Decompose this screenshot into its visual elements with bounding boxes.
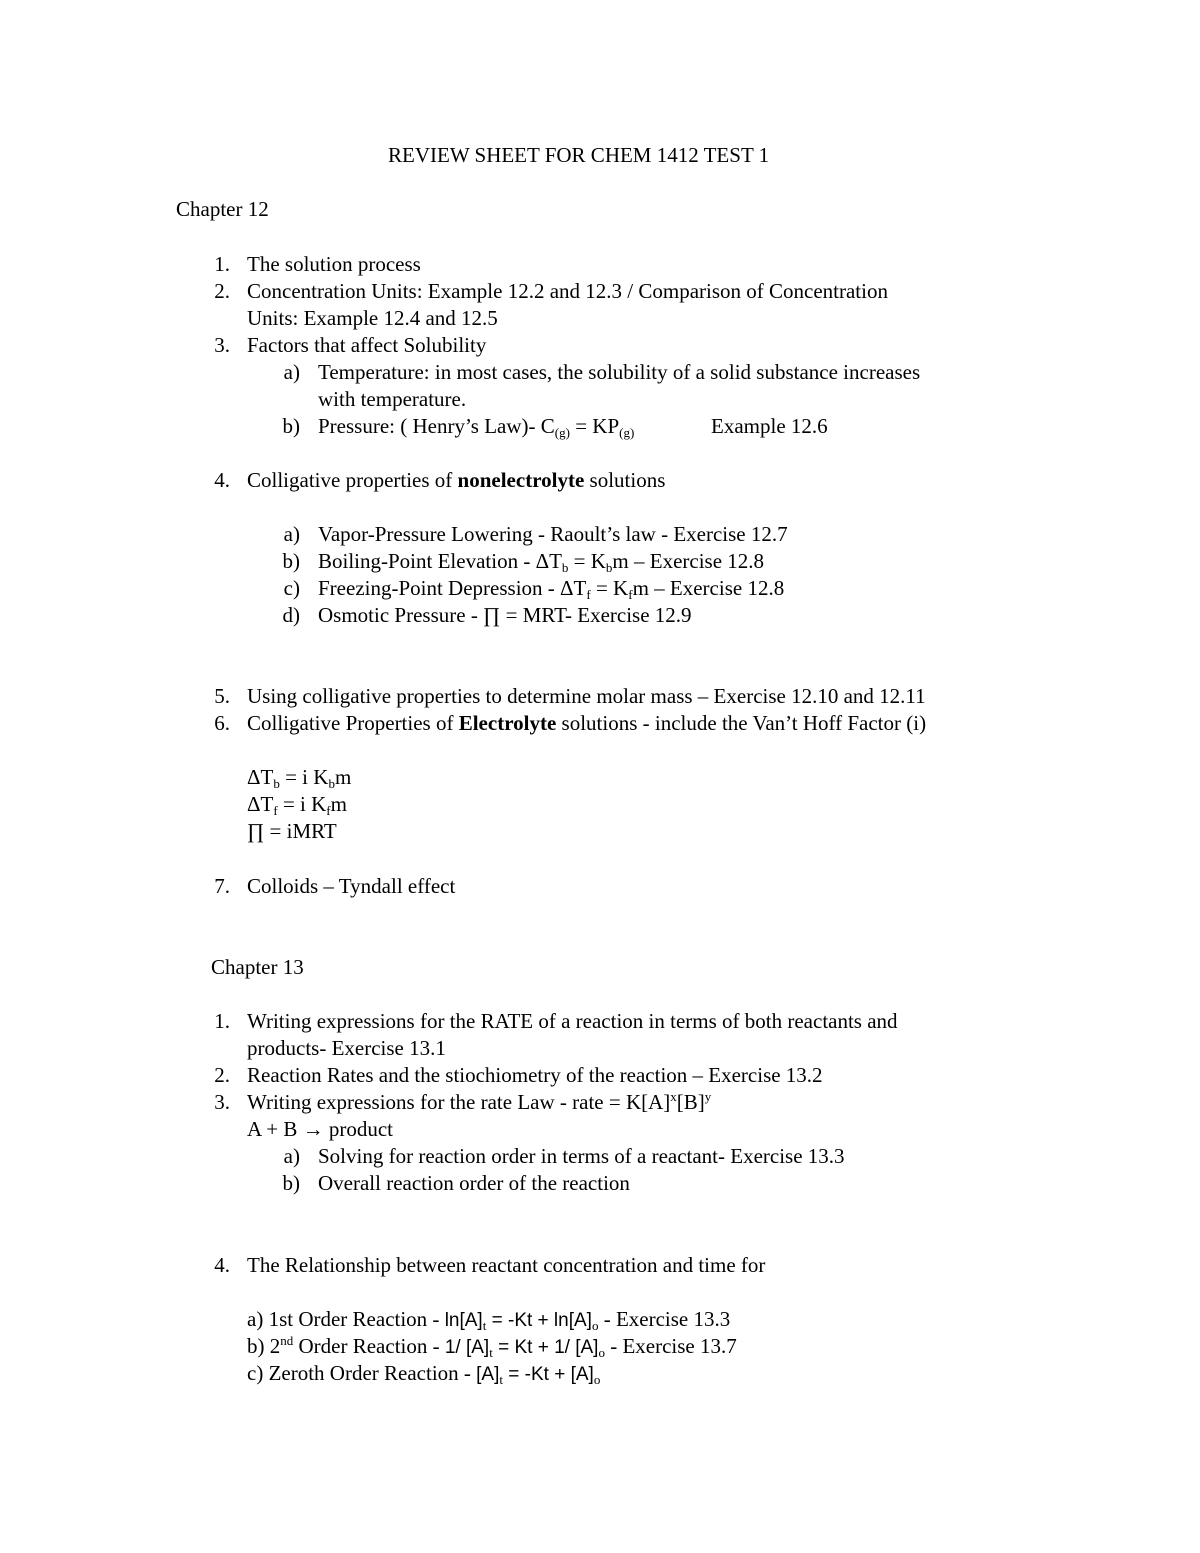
rate-law-line [247, 1089, 711, 1116]
sublist-letter: c) [283, 576, 300, 600]
list-number: 1. [214, 1009, 230, 1033]
sublist-letter: d) [282, 603, 300, 627]
superscript: x [670, 1089, 677, 1104]
sublist-letter: a) [283, 360, 300, 384]
chapter-13-heading: Chapter 13 [211, 955, 304, 979]
text-run: [B] [676, 1090, 705, 1114]
formula-line: ∏ = iMRT [247, 819, 337, 843]
superscript: y [704, 1089, 712, 1104]
subscript: f [628, 587, 633, 602]
subscript: t [489, 1345, 493, 1360]
text-run: = i K [279, 765, 329, 789]
henrys-law-line [318, 413, 634, 440]
subscript: f [273, 803, 278, 818]
list-item-text: Concentration Units: Example 12.2 and 12.3 / Comparison of Concentration [247, 279, 888, 303]
text-run: m [330, 792, 347, 816]
freezing-point-line [318, 575, 784, 602]
subscript: b [273, 776, 280, 791]
formula-text: = KP [569, 414, 620, 438]
subscript: o [593, 1372, 601, 1387]
chapter-12-heading: Chapter 12 [176, 197, 269, 221]
reaction-equation: A + B → product [247, 1117, 394, 1141]
list-item-text-continued: Units: Example 12.4 and 12.5 [247, 306, 498, 330]
bold-term: Electrolyte [458, 711, 557, 735]
text-run: solutions [584, 468, 666, 492]
bold-term: nonelectrolyte [457, 468, 585, 492]
sublist-item-text: Temperature: in most cases, the solubility of a solid substance increases [318, 360, 921, 384]
formula-text: = Kt + 1/ [A] [492, 1337, 599, 1358]
text-run: ΔT [247, 765, 274, 789]
text-run: Colligative Properties of [247, 711, 459, 735]
list-number: 5. [214, 684, 230, 708]
text-run: m [334, 765, 352, 789]
list-item-text-continued: products- Exercise 13.1 [247, 1036, 446, 1060]
zeroth-order-line [247, 1360, 600, 1388]
page-title: REVIEW SHEET FOR CHEM 1412 TEST 1 [388, 143, 770, 167]
formula-line [247, 791, 347, 818]
subscript: t [482, 1318, 487, 1333]
list-number: 4. [214, 468, 230, 492]
list-number: 1. [214, 252, 230, 276]
subscript: (g) [554, 425, 570, 440]
list-number: 4. [214, 1253, 230, 1277]
list-item-text: Reaction Rates and the stiochiometry of the reaction – Exercise 13.2 [247, 1063, 823, 1087]
text-run: Freezing-Point Depression - ΔT [318, 576, 587, 600]
text-run: = K [590, 576, 629, 600]
sublist-letter: a) [283, 522, 300, 546]
text-run: = i K [277, 792, 327, 816]
text-run: Boiling-Point Elevation - ΔT [318, 549, 562, 573]
subscript: b [328, 776, 335, 791]
boiling-point-line [318, 548, 764, 575]
formula-text: = -Kt + ln[A] [486, 1310, 592, 1331]
list-item-text: The Relationship between reactant concentration and time for [247, 1253, 766, 1277]
sublist-item-text: Overall reaction order of the reaction [318, 1171, 630, 1195]
subscript: b [605, 560, 613, 575]
text-run: ΔT [247, 792, 274, 816]
subscript: (g) [619, 425, 635, 440]
text-run: c) Zeroth Order Reaction - [247, 1361, 477, 1385]
formula-text: = -Kt + [A] [503, 1364, 594, 1385]
sublist-letter: b) [282, 1171, 300, 1195]
sublist-item-text: Solving for reaction order in terms of a reactant- Exercise 13.3 [318, 1144, 845, 1168]
subscript: o [591, 1318, 599, 1333]
text-run: a) 1st Order Reaction - [247, 1307, 445, 1331]
list-item-text: Writing expressions for the RATE of a reaction in terms of both reactants and [247, 1009, 898, 1033]
formula-line [247, 764, 351, 791]
text-run: = K [568, 549, 606, 573]
formula-text: 1/ [A] [444, 1337, 490, 1358]
list-item-text [247, 467, 665, 494]
formula-text: ln[A] [444, 1310, 483, 1331]
sublist-item-text: Osmotic Pressure - ∏ = MRT- Exercise 12.9 [318, 603, 692, 627]
list-item-text: Factors that affect Solubility [247, 333, 487, 357]
list-item-text: The solution process [247, 252, 421, 276]
list-item-text [247, 710, 926, 737]
text-run: Colligative properties of [247, 468, 458, 492]
text-run: b) 2 [247, 1334, 281, 1358]
list-item-text: Colloids – Tyndall effect [247, 874, 456, 898]
list-number: 6. [214, 711, 230, 735]
sublist-letter: a) [283, 1144, 300, 1168]
superscript: nd [280, 1333, 294, 1348]
second-order-line [247, 1333, 737, 1361]
text-run: - Exercise 13.3 [598, 1307, 731, 1331]
subscript: b [561, 560, 569, 575]
list-number: 2. [214, 1063, 230, 1087]
subscript: f [326, 803, 331, 818]
text-run: m – Exercise 12.8 [632, 576, 785, 600]
subscript: o [598, 1345, 605, 1360]
list-number: 3. [214, 1090, 230, 1114]
sublist-letter: b) [282, 549, 300, 573]
formula-text: Pressure: ( Henry’s Law)- C [318, 414, 555, 438]
list-number: 3. [214, 333, 230, 357]
example-reference: Example 12.6 [711, 414, 828, 438]
text-run: solutions - include the Van’t Hoff Factor (i) [556, 711, 927, 735]
sublist-item-text: Vapor-Pressure Lowering - Raoult’s law - Exercise 12.7 [318, 522, 788, 546]
text-run: Writing expressions for the rate Law - rate = K[A] [247, 1090, 671, 1114]
subscript: t [499, 1372, 504, 1387]
text-run: Order Reaction - [293, 1334, 445, 1358]
sublist-letter: b) [282, 414, 300, 438]
text-run: m – Exercise 12.8 [612, 549, 765, 573]
list-number: 7. [214, 874, 230, 898]
subscript: f [586, 587, 591, 602]
list-item-text: Using colligative properties to determine molar mass – Exercise 12.10 and 12.11 [247, 684, 926, 708]
first-order-line [247, 1306, 730, 1334]
list-number: 2. [214, 279, 230, 303]
text-run: - Exercise 13.7 [604, 1334, 737, 1358]
formula-text: [A] [476, 1364, 500, 1385]
sublist-item-text-continued: with temperature. [318, 387, 467, 411]
